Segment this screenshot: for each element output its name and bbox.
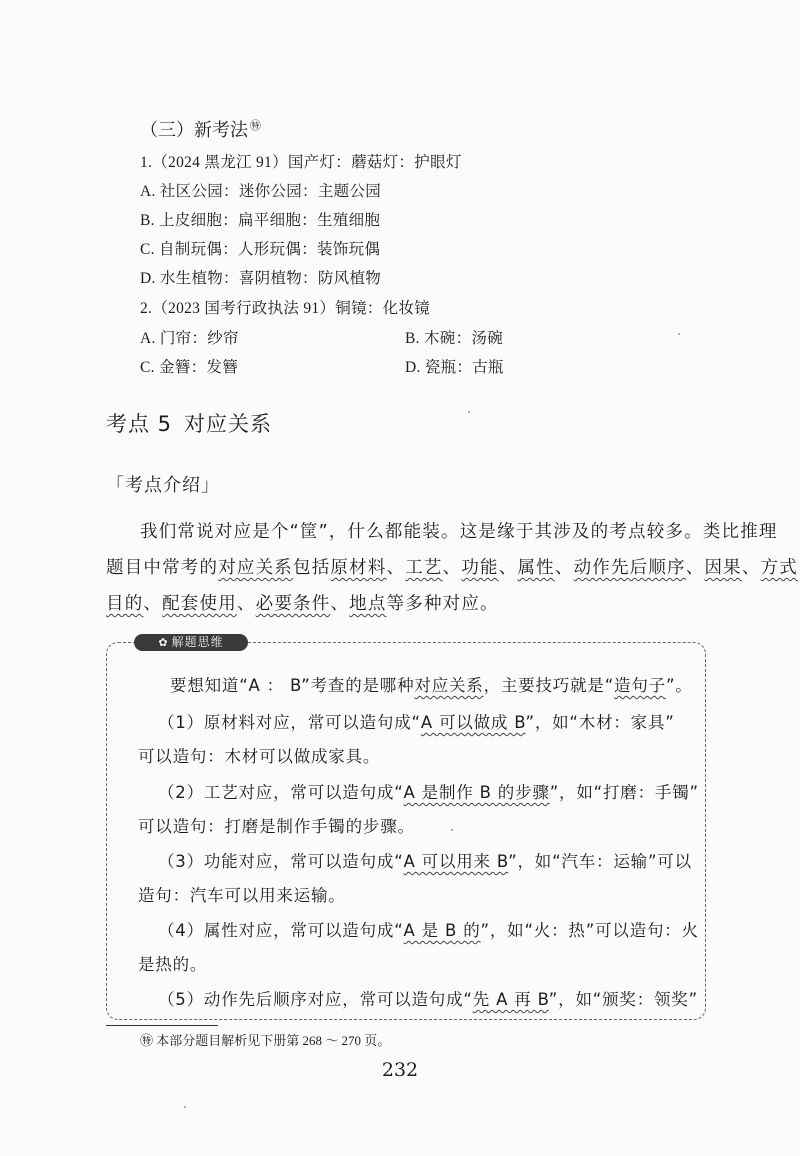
text-span: 包括 bbox=[293, 558, 331, 578]
text-span: 题目中常考的 bbox=[106, 558, 219, 578]
scan-speck bbox=[184, 1106, 186, 1108]
tips-line-3 bbox=[158, 848, 692, 872]
text-span: 要想知道“A ： B”考查的是哪种 bbox=[170, 676, 415, 695]
text-span: （5）动作先后顺序对应，常可以造句成“ bbox=[158, 990, 473, 1009]
tips-line-1 bbox=[158, 709, 675, 733]
text-span: 、 bbox=[554, 558, 574, 578]
q1-option-c: C. 自制玩偶：人形玩偶：装饰玩偶 bbox=[140, 241, 381, 258]
tips-tab-label: 解题思维 bbox=[171, 635, 224, 649]
emphasis-span: 配套使用 bbox=[162, 594, 237, 614]
emphasis-span: 对应关系 bbox=[218, 558, 294, 578]
tips-line-intro bbox=[170, 672, 693, 696]
emphasis-span: 方式 bbox=[760, 558, 798, 578]
tips-line-3b: 造句：汽车可以用来运输。 bbox=[138, 886, 346, 905]
footnote-rule bbox=[106, 1025, 218, 1026]
text-span: ”，如“汽车：运输”可以 bbox=[508, 852, 692, 871]
tips-line-5 bbox=[158, 986, 698, 1010]
emphasis-span: 属性 bbox=[517, 558, 555, 578]
emphasis-span: A 可以做成 B bbox=[420, 713, 526, 732]
page-number: 232 bbox=[381, 1059, 419, 1081]
section-title bbox=[140, 116, 261, 142]
intro-paragraph-line-2 bbox=[106, 554, 798, 579]
emphasis-span: 目的 bbox=[106, 594, 144, 614]
emphasis-span: 原材料 bbox=[330, 558, 387, 578]
text-span: 、 bbox=[741, 558, 761, 578]
q2-option-d: D. 瓷瓶：古瓶 bbox=[405, 359, 504, 376]
text-span: 等多种对应。 bbox=[386, 594, 499, 614]
question-2: 2.（2023 国考行政执法 91）铜镜：化妆镜 bbox=[140, 300, 431, 317]
emphasis-span: A 可以用来 B bbox=[403, 852, 509, 871]
footnote bbox=[140, 1030, 390, 1049]
kaodian-title: 对应关系 bbox=[184, 412, 273, 436]
emphasis-span: 必要条件 bbox=[255, 594, 331, 614]
text-span: ”。 bbox=[665, 676, 693, 695]
tips-line-4b: 是热的。 bbox=[138, 955, 208, 974]
text-span: 、 bbox=[442, 558, 462, 578]
footnote-text: 本部分题目解析见下册第 268 ～ 270 页。 bbox=[156, 1033, 391, 1048]
emphasis-span: 地点 bbox=[349, 594, 387, 614]
q1-option-a: A. 社区公园：迷你公园：主题公园 bbox=[140, 183, 382, 200]
footnote-mark-icon: ㊕ bbox=[250, 119, 261, 132]
scan-speck bbox=[451, 829, 453, 831]
text-span: 、 bbox=[330, 594, 350, 614]
text-span: 、 bbox=[236, 594, 256, 614]
emphasis-span: 功能 bbox=[461, 558, 499, 578]
tips-line-4 bbox=[158, 917, 699, 941]
scan-speck bbox=[678, 333, 680, 335]
text-span: （1）原材料对应，常可以造句成“ bbox=[158, 713, 421, 732]
flower-icon: ✿ bbox=[158, 636, 169, 649]
tips-line-2b: 可以造句：打磨是制作手镯的步骤。 bbox=[138, 817, 415, 836]
q1-option-d: D. 水生植物：喜阴植物：防风植物 bbox=[140, 270, 382, 287]
text-span: （2）工艺对应，常可以造句成“ bbox=[158, 783, 404, 802]
text-span: 、 bbox=[143, 594, 163, 614]
tips-box-tab bbox=[134, 632, 248, 652]
question-1: 1.（2024 黑龙江 91）国产灯：蘑菇灯：护眼灯 bbox=[140, 154, 462, 171]
text-span: （3）功能对应，常可以造句成“ bbox=[158, 852, 404, 871]
q1-option-b: B. 上皮细胞：扁平细胞：生殖细胞 bbox=[140, 212, 381, 229]
emphasis-span: 因果 bbox=[704, 558, 742, 578]
footnote-mark-icon: ㊕ bbox=[140, 1033, 154, 1048]
q2-option-a: A. 门帘：纱帘 bbox=[140, 330, 239, 347]
text-span: ”，如“火：热”可以造句：火 bbox=[480, 921, 699, 940]
emphasis-span: A 是制作 B 的步骤 bbox=[403, 783, 550, 802]
q2-option-b: B. 木碗：汤碗 bbox=[405, 330, 503, 347]
intro-heading: 「考点介绍」 bbox=[106, 475, 220, 496]
tips-tab-badge bbox=[134, 634, 248, 651]
text-span: 、 bbox=[685, 558, 705, 578]
q2-option-c: C. 金簪：发簪 bbox=[140, 359, 238, 376]
emphasis-span: 对应关系 bbox=[414, 676, 484, 695]
tips-line-2 bbox=[158, 779, 699, 803]
text-span: ”，如“木材：家具” bbox=[525, 713, 675, 732]
text-span: 、 bbox=[498, 558, 518, 578]
intro-paragraph-line-3 bbox=[106, 590, 499, 615]
text-span: ”，如“颁奖：领奖” bbox=[548, 990, 698, 1009]
kaodian-heading bbox=[106, 408, 272, 438]
scan-speck bbox=[468, 411, 470, 413]
emphasis-span: 动作先后顺序 bbox=[573, 558, 686, 578]
kaodian-number: 考点 5 bbox=[106, 412, 173, 436]
emphasis-span: 工艺 bbox=[405, 558, 443, 578]
text-span: （4）属性对应，常可以造句成“ bbox=[158, 921, 404, 940]
emphasis-span: 造句子 bbox=[614, 676, 666, 695]
text-span: ，主要技巧就是“ bbox=[483, 676, 615, 695]
section-title-text: （三）新考法 bbox=[140, 120, 248, 141]
text-span: 、 bbox=[386, 558, 406, 578]
text-span: ”，如“打磨：手镯” bbox=[549, 783, 699, 802]
emphasis-span: A 是 B 的 bbox=[403, 921, 481, 940]
tips-line-1b: 可以造句：木材可以做成家具。 bbox=[138, 747, 381, 766]
emphasis-span: 先 A 再 B bbox=[472, 990, 549, 1009]
intro-paragraph-line-1: 我们常说对应是个“筐”，什么都能装。这是缘于其涉及的考点较多。类比推理 bbox=[140, 522, 778, 542]
